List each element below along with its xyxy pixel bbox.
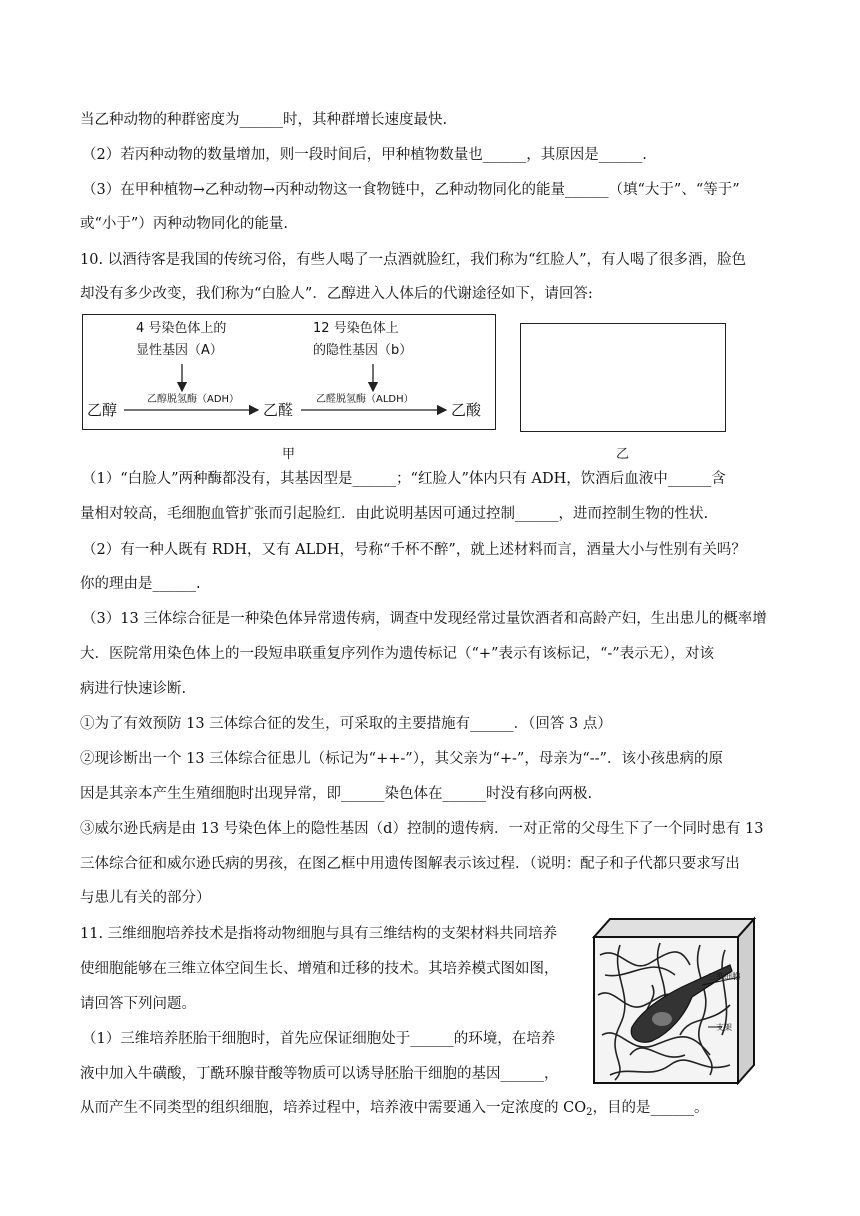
text-line: （1）三维培养胚胎干细胞时，首先应保证细胞处于______的环境，在培养 xyxy=(82,1031,556,1047)
3d-culture-figure xyxy=(590,915,762,1085)
text-line: 或“小于”）丙种动物同化的能量. xyxy=(80,216,288,232)
acetaldehyde-label: 乙醛 xyxy=(263,401,294,419)
text-line: ②现诊断出一个 13 三体综合征患儿（标记为“++-”），其父亲为“+-”，母亲为“--”．该小孩患病的原 xyxy=(80,751,723,767)
gene-a-label: 显性基因（A） xyxy=(136,343,223,358)
cube-top xyxy=(594,919,754,937)
figure-caption-jia: 甲 xyxy=(282,447,296,462)
gene-a-label: 4 号染色体上的 xyxy=(136,321,227,336)
text-line: （2）有一种人既有 RDH，又有 ALDH，号称“千杯不醉”，就上述材料而言，酒量大小与性别有关吗？ xyxy=(82,542,746,558)
text-line: 与患儿有关的部分） xyxy=(80,890,211,906)
text-line: （3）13 三体综合征是一种染色体异常遗传病，调查中发现经常过量饮酒者和高龄产妇，生出患儿的概率增 xyxy=(82,611,767,627)
text-line: ①为了有效预防 13 三体综合征的发生，可采取的主要措施有______．（回答 3 点） xyxy=(80,716,612,732)
text-line: 大．医院常用染色体上的一段短串联重复序列作为遗传标记（“+”表示有该标记，“-”表示无），对该 xyxy=(80,646,714,662)
text-line: 你的理由是______. xyxy=(80,576,201,592)
question-10-title: 10. 以酒待客是我国的传统习俗，有些人喝了一点酒就脸红，我们称为“红脸人”，有人喝了很多酒，脸色 xyxy=(80,252,746,268)
enzyme-adh-label: 乙醇脱氢酶（ADH） xyxy=(147,394,240,405)
text-line: 三体综合征和威尔逊氏病的男孩，在图乙框中用遗传图解表示该过程．（说明：配子和子代都只要求写出 xyxy=(80,856,740,872)
text-line: ③威尔逊氏病是由 13 号染色体上的隐性基因（d）控制的遗传病．一对正常的父母生下了一个同时患有 13 xyxy=(80,821,764,837)
text-line: 液中加入牛磺酸，丁酰环腺苷酸等物质可以诱导胚胎干细胞的基因______， xyxy=(80,1066,559,1082)
label-3d-cell: 三维细胞 xyxy=(708,972,740,981)
cell-nucleus xyxy=(652,1012,672,1026)
text-line: 病进行快速诊断. xyxy=(80,681,187,697)
enzyme-aldh-label: 乙醛脱氢酶（ALDH） xyxy=(316,394,414,405)
metabolic-pathway-figure xyxy=(82,314,496,430)
label-support: 支架 xyxy=(716,1023,732,1032)
text-line: 从而产生不同类型的组织细胞，培养过程中，培养液中需要通入一定浓度的 $CO_2$，目的是______。 xyxy=(80,1100,709,1118)
text-line: （3）在甲种植物→乙种动物→丙种动物这一食物链中，乙种动物同化的能量______（填“大于”、“等于” xyxy=(82,182,740,198)
text-line: （2）若丙种动物的数量增加，则一段时间后，甲种植物数量也______，其原因是______. xyxy=(82,147,647,163)
text-line: （1）“白脸人”两种酶都没有，其基因型是______；“红脸人”体内只有 ADH，饮酒后血液中______含 xyxy=(82,471,726,487)
text-line: 使细胞能够在三维立体空间生长、增殖和迁移的技术。其培养模式图如图， xyxy=(80,961,559,977)
gene-b-label: 12 号染色体上 xyxy=(313,321,399,336)
text-line: 当乙种动物的种群密度为______时，其种群增长速度最快. xyxy=(80,112,448,128)
gene-b-label: 的隐性基因（b） xyxy=(313,343,413,358)
acetic-acid-label: 乙酸 xyxy=(451,401,482,419)
cube-side xyxy=(738,919,754,1083)
blank-answer-box xyxy=(520,323,726,432)
text-line: 量相对较高，毛细胞血管扩张而引起脸红．由此说明基因可通过控制______，进而控制生物的性状. xyxy=(80,506,709,522)
pathway-arrows xyxy=(82,314,496,430)
figure-caption-yi: 乙 xyxy=(616,447,630,462)
text-line: 因是其亲本产生生殖细胞时出现异常，即______染色体在______时没有移向两极. xyxy=(80,786,593,802)
question-11-title: 11. 三维细胞培养技术是指将动物细胞与具有三维结构的支架材料共同培养 xyxy=(80,926,558,942)
ethanol-label: 乙醇 xyxy=(87,401,118,419)
text-line: 却没有多少改变，我们称为“白脸人”．乙醇进入人体后的代谢途径如下，请回答: xyxy=(80,286,593,302)
text-line: 请回答下列问题。 xyxy=(80,996,196,1012)
